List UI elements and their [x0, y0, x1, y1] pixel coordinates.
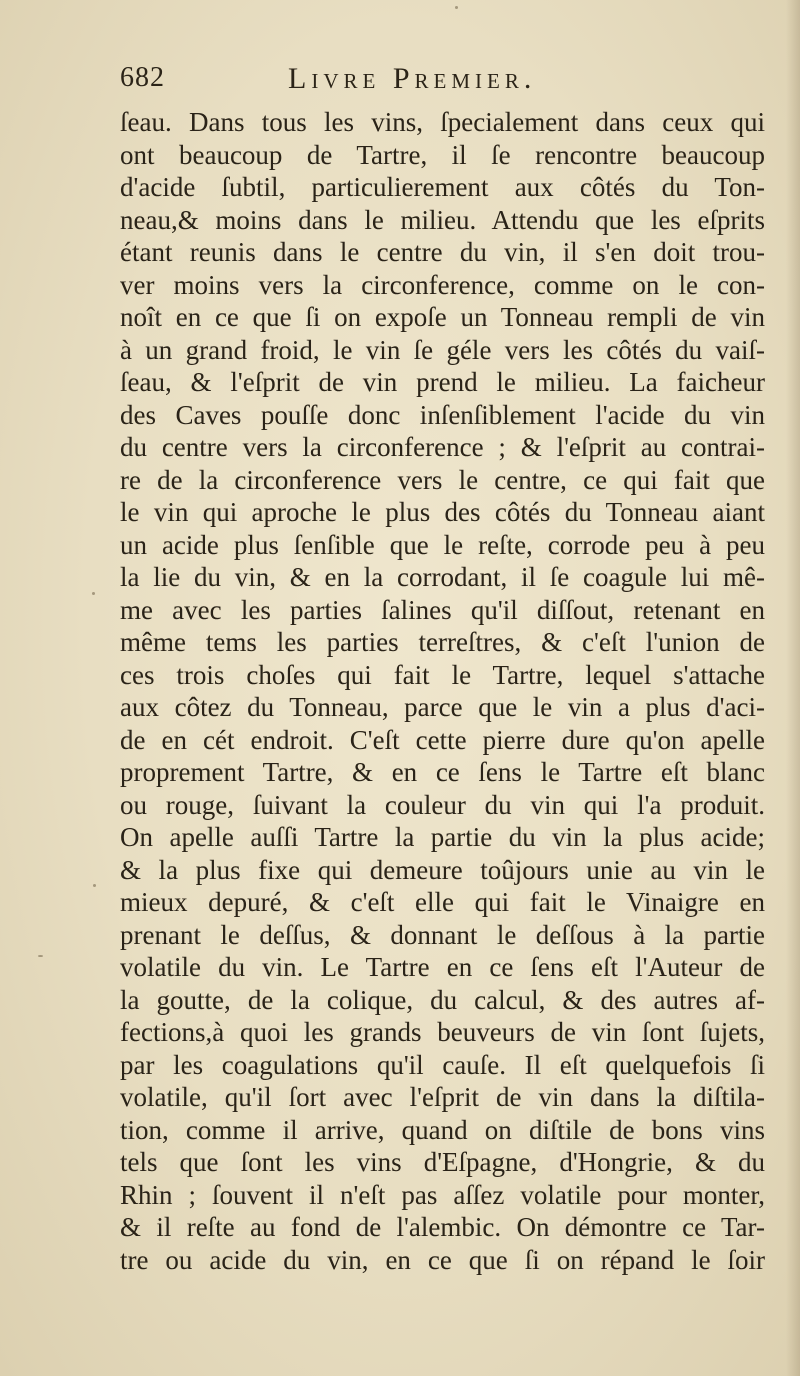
text-line: me avec les parties ſalines qu'il diſſout, retenant en [120, 594, 765, 625]
text-line: tion, comme il arrive, quand on diſtile de bons vins [120, 1114, 765, 1145]
page-edge-shadow [786, 0, 800, 1376]
text-line: des Caves pouſſe donc inſenſiblement l'acide du vin [120, 399, 765, 430]
text-line: le vin qui aproche le plus des côtés du Tonneau aiant [120, 497, 765, 527]
text-line: tre ou acide du vin, en ce que ſi on répand le ſoir [120, 1244, 765, 1275]
text-line: étant reunis dans le centre du vin, il s'en doit trou- [120, 237, 765, 267]
running-title: Livre Premier. [288, 62, 537, 95]
text-line: ſeau. Dans tous les vins, ſpecialement dans ceux qui [120, 107, 765, 137]
page-number: 682 [120, 62, 165, 93]
paper-speck [38, 955, 43, 957]
text-line: mieux depuré, & c'eſt elle qui fait le Vinaigre en [120, 887, 765, 917]
paper-speck [92, 592, 95, 595]
text-line: la lie du vin, & en la corrodant, il ſe coagule lui mê- [120, 562, 765, 592]
text-line: fections,à quoi les grands beuveurs de vin ſont ſujets, [120, 1017, 765, 1047]
paper-speck [455, 6, 458, 9]
text-line: & il reſte au fond de l'alembic. On démontre ce Tar- [120, 1212, 765, 1242]
text-line: ont beaucoup de Tartre, il ſe rencontre beaucoup [120, 139, 765, 170]
text-line: par les coagulations qu'il cauſe. Il eſt quelquefois ſi [120, 1049, 765, 1080]
text-line: d'acide ſubtil, particulierement aux côtés du Ton- [120, 172, 765, 202]
text-line: proprement Tartre, & en ce ſens le Tartre eſt blanc [120, 757, 765, 787]
text-line: la goutte, de la colique, du calcul, & des autres af- [120, 984, 765, 1015]
text-line: prenant le deſſus, & donnant le deſſous à la partie [120, 919, 765, 950]
text-line: même tems les parties terreſtres, & c'eſt l'union de [120, 627, 765, 657]
text-line: neau,& moins dans le milieu. Attendu que les eſprits [120, 204, 765, 235]
text-line: un acide plus ſenſible que le reſte, corrode peu à peu [120, 529, 765, 560]
text-line: Rhin ; ſouvent il n'eſt pas aſſez volatile pour monter, [120, 1179, 765, 1210]
text-line: re de la circonference vers le centre, ce qui fait que [120, 464, 765, 495]
text-line: de en cét endroit. C'eſt cette pierre dure qu'on apelle [120, 724, 765, 755]
text-line: ver moins vers la circonference, comme on le con- [120, 269, 765, 300]
text-line: ou rouge, ſuivant la couleur du vin qui l'a produit. [120, 789, 765, 820]
text-line: volatile du vin. Le Tartre en ce ſens eſt l'Auteur de [120, 952, 765, 982]
text-line: ces trois choſes qui fait le Tartre, lequel s'attache [120, 659, 765, 690]
text-line: du centre vers la circonference ; & l'eſprit au contrai- [120, 432, 765, 462]
text-line: à un grand froid, le vin ſe géle vers les côtés du vaiſ- [120, 334, 765, 365]
text-line: & la plus fixe qui demeure toûjours unie au vin le [120, 854, 765, 885]
text-line: noît en ce que ſi on expoſe un Tonneau rempli de vin [120, 302, 765, 332]
paper-speck [93, 884, 96, 887]
text-line: On apelle auſſi Tartre la partie du vin la plus acide; [120, 822, 765, 852]
text-line: aux côtez du Tonneau, parce que le vin a plus d'aci- [120, 692, 765, 722]
text-line: volatile, qu'il ſort avec l'eſprit de vin dans la diſtila- [120, 1082, 765, 1112]
text-line: tels que ſont les vins d'Eſpagne, d'Hongrie, & du [120, 1147, 765, 1177]
body-text [120, 106, 765, 1276]
running-header [120, 62, 770, 106]
text-line: ſeau, & l'eſprit de vin prend le milieu. La faicheur [120, 367, 765, 397]
